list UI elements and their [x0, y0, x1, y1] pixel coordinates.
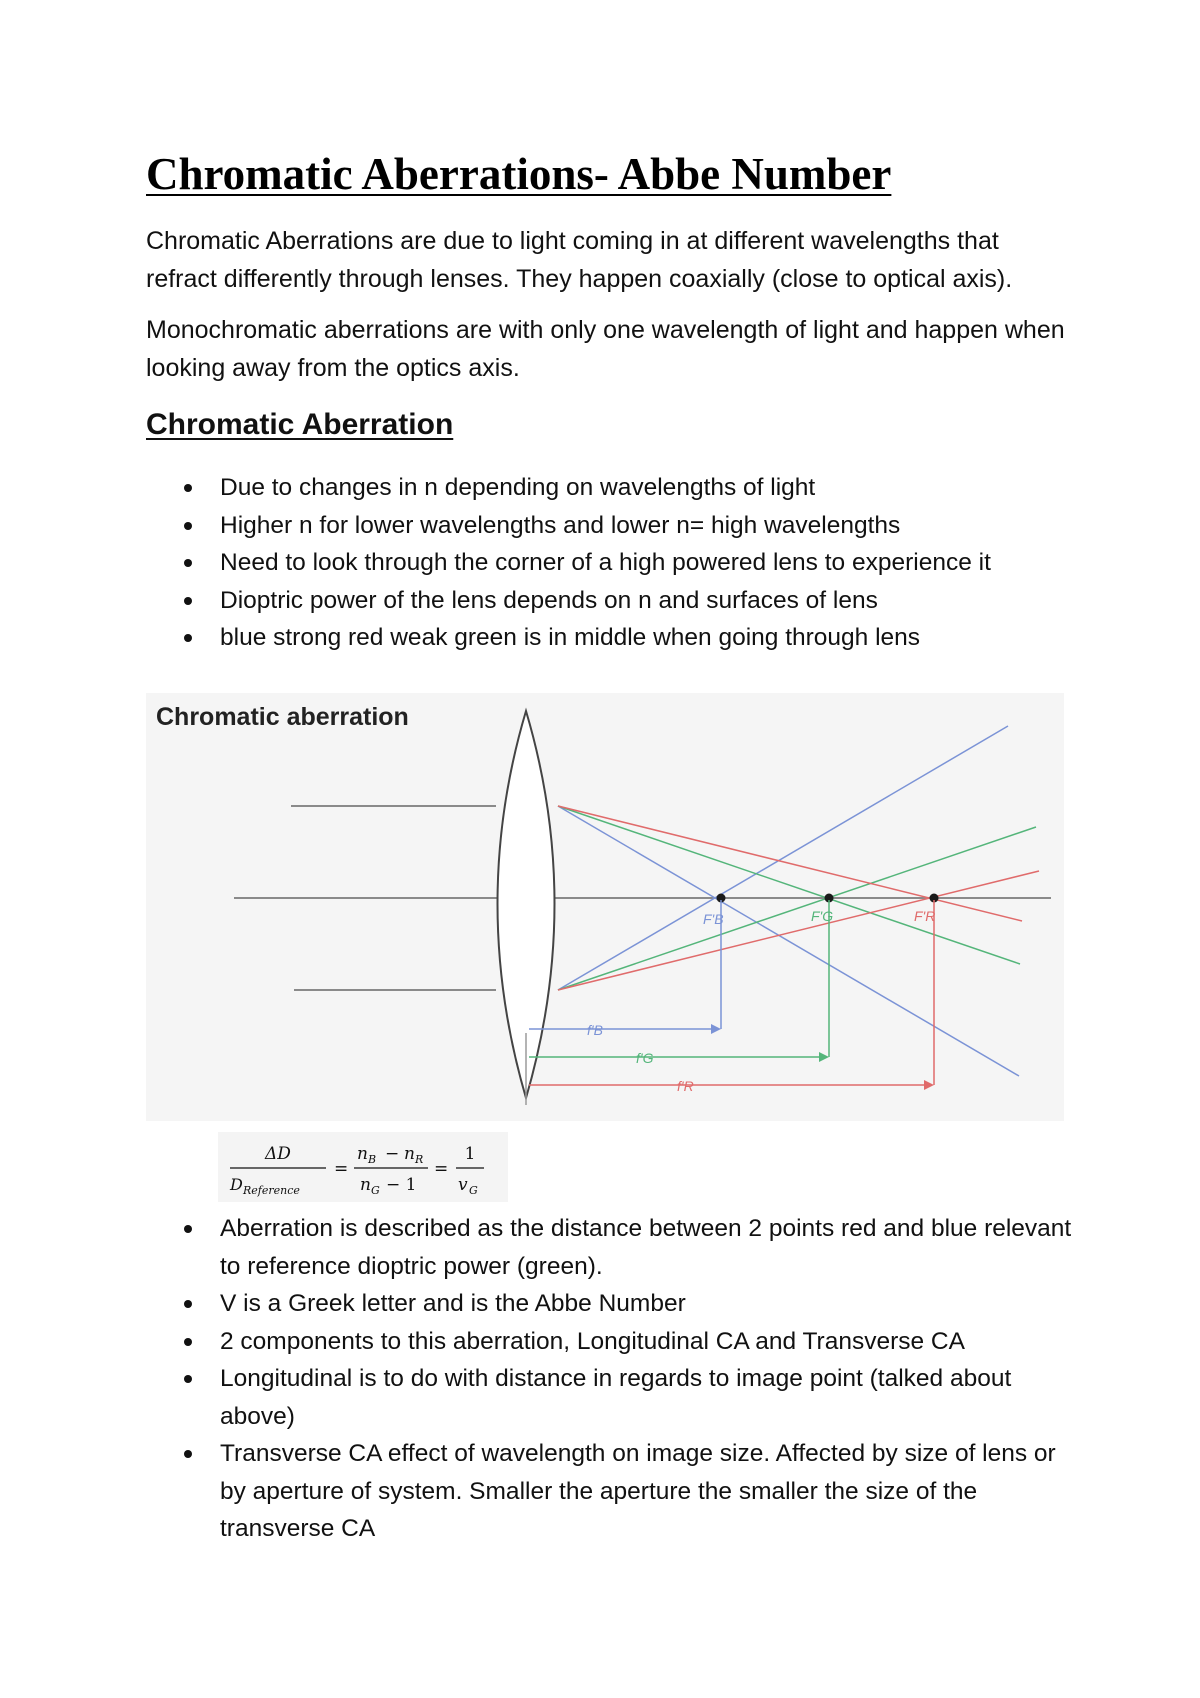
list-item: Need to look through the corner of a high powered lens to experience it — [146, 544, 1086, 582]
list-item: 2 components to this aberration, Longitudinal CA and Transverse CA — [146, 1323, 1086, 1361]
formula-denominator-left: D — [230, 1175, 243, 1194]
formula-v-g: v — [458, 1175, 468, 1195]
list-item: Longitudinal is to do with distance in regards to image point (talked about above) — [146, 1360, 1086, 1435]
formula-sub-b: B — [368, 1153, 377, 1166]
formula-numerator-left: ΔD — [265, 1144, 291, 1164]
blue-focal-point-label: F'B — [703, 911, 724, 927]
list-item: Aberration is described as the distance between 2 points red and blue relevant to reference dioptric power (green). — [146, 1210, 1086, 1285]
diagram-title: Chromatic aberration — [156, 703, 409, 731]
formula-n-r: n — [404, 1144, 415, 1164]
list-item: Transverse CA effect of wavelength on image size. Affected by size of lens or by aperture of system. Smaller the aperture the smaller the size of the transverse CA — [146, 1435, 1086, 1548]
red-focal-point-label: F'R — [914, 908, 936, 924]
page-title: Chromatic Aberrations- Abbe Number — [146, 149, 892, 199]
red-focal-length-label: f'R — [677, 1078, 694, 1094]
bullet-list-top — [146, 469, 1086, 657]
formula-denominator-left-sub: Reference — [243, 1184, 300, 1197]
green-focal-length-label: f'G — [636, 1050, 654, 1066]
formula-n-b: n — [357, 1144, 368, 1164]
list-item: Higher n for lower wavelengths and lower n= high wavelengths — [146, 507, 1086, 545]
chromatic-aberration-diagram — [146, 693, 1064, 1121]
abbe-number-formula — [218, 1132, 508, 1202]
formula-sub-v-g: G — [469, 1184, 478, 1197]
intro-paragraph-1: Chromatic Aberrations are due to light coming in at different wavelengths that refract differently through lenses. They happen coaxially (close to optical axis). — [146, 227, 1013, 293]
formula-minus-one: − 1 — [386, 1175, 417, 1195]
blue-focal-length-label: f'B — [587, 1022, 603, 1038]
bullet-list-bottom — [146, 1210, 1086, 1548]
formula-equals-1: = — [334, 1159, 349, 1179]
intro-paragraph-2: Monochromatic aberrations are with only one wavelength of light and happen when looking away from the optics axis. — [146, 316, 1065, 382]
formula-numerator-right: 1 — [464, 1144, 476, 1164]
list-item: V is a Greek letter and is the Abbe Number — [146, 1285, 1086, 1323]
formula-minus: − — [385, 1144, 400, 1164]
formula-sub-r: R — [415, 1153, 424, 1166]
formula-n-g: n — [360, 1175, 371, 1195]
formula-sub-g: G — [371, 1184, 380, 1197]
section-heading: Chromatic Aberration — [146, 408, 454, 441]
green-focal-point-label: F'G — [811, 908, 834, 924]
list-item: Dioptric power of the lens depends on n and surfaces of lens — [146, 582, 1086, 620]
list-item: blue strong red weak green is in middle when going through lens — [146, 619, 1086, 657]
list-item: Due to changes in n depending on wavelengths of light — [146, 469, 1086, 507]
formula-equals-2: = — [434, 1159, 449, 1179]
